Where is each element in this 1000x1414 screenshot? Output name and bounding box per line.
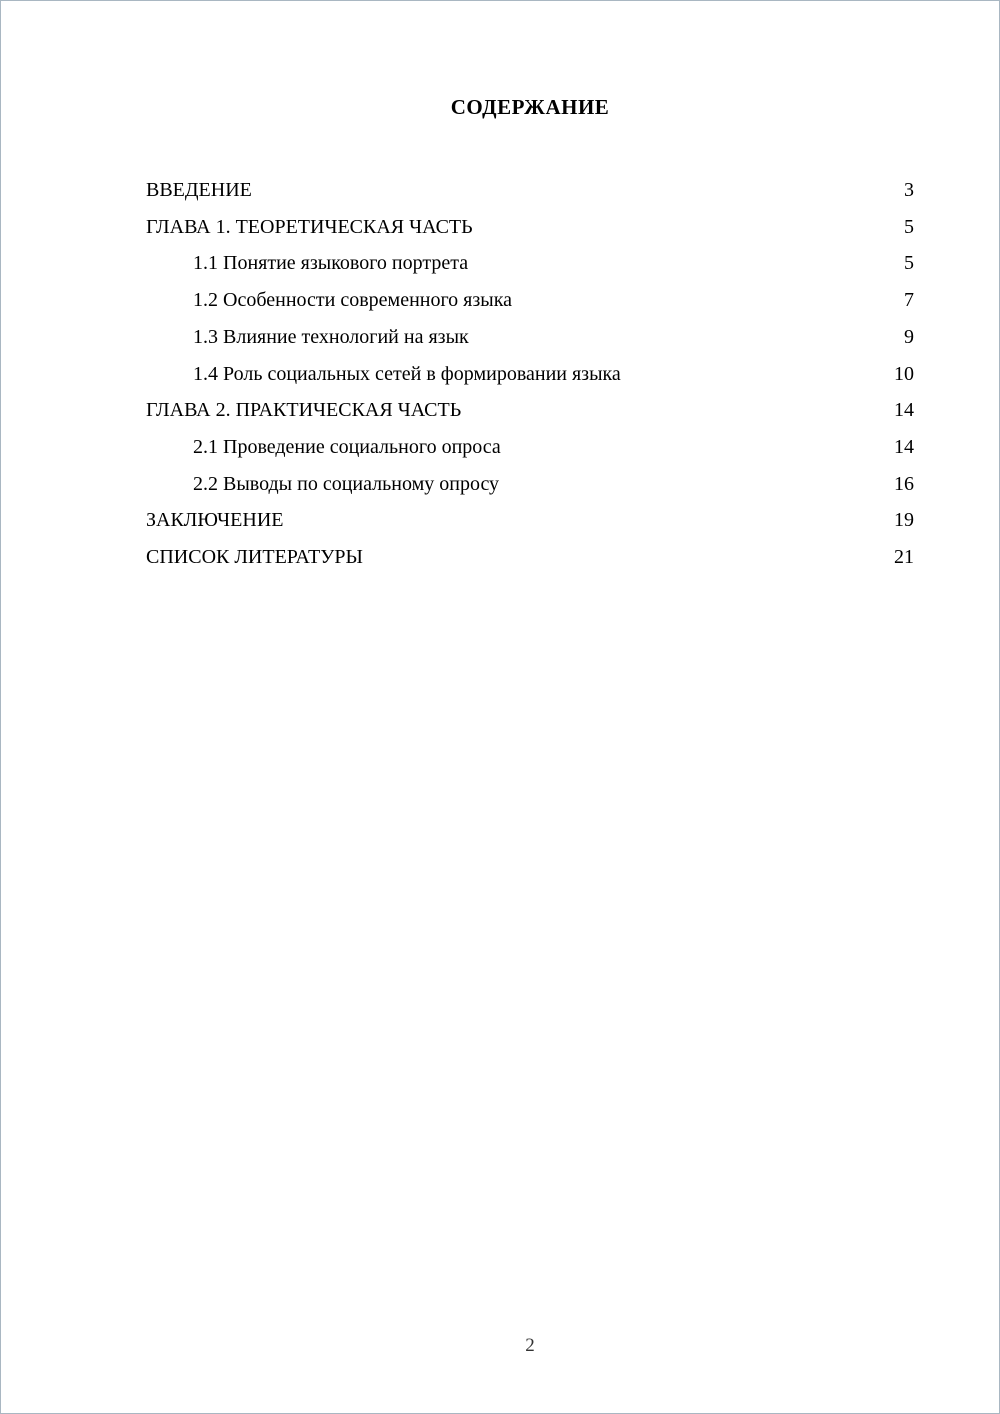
toc-entry <box>146 502 914 539</box>
toc-entry <box>146 282 914 319</box>
toc-entry-page: 3 <box>904 179 914 201</box>
toc-entry-page: 19 <box>894 509 914 532</box>
toc-entry <box>146 429 914 466</box>
toc-entry <box>146 172 914 209</box>
toc-entry-page: 14 <box>894 399 914 422</box>
toc-list <box>146 172 914 576</box>
toc-entry <box>146 245 914 282</box>
page-title: СОДЕРЖАНИЕ <box>450 95 610 119</box>
toc-entry-page: 10 <box>894 362 914 385</box>
toc-entry <box>146 466 914 503</box>
toc-entry-label: 1.1 Понятие языкового портрета <box>193 252 469 275</box>
toc-entry <box>146 392 914 429</box>
toc-entry-page: 7 <box>904 289 914 312</box>
toc-entry-label: 2.2 Выводы по социальному опросу <box>193 472 500 495</box>
page-number: 2 <box>525 1335 535 1356</box>
toc-entry-label: СПИСОК ЛИТЕРАТУРЫ <box>146 546 363 569</box>
toc-entry-label: ГЛАВА 2. ПРАКТИЧЕСКАЯ ЧАСТЬ <box>146 399 462 422</box>
toc-entry-label: 1.2 Особенности современного языка <box>193 289 513 312</box>
toc-entry-page: 21 <box>894 546 914 569</box>
toc-entry <box>146 209 914 246</box>
toc-entry <box>146 356 914 393</box>
toc-entry-page: 16 <box>894 472 914 495</box>
toc-entry-label: ВВЕДЕНИЕ <box>146 179 252 201</box>
toc-entry-page: 5 <box>904 252 914 275</box>
toc-entry-label: ЗАКЛЮЧЕНИЕ <box>146 509 284 532</box>
toc-entry <box>146 539 914 576</box>
toc-entry-label: 1.4 Роль социальных сетей в формировании языка <box>193 362 621 385</box>
toc-entry-page: 14 <box>894 435 914 458</box>
toc-entry-page: 9 <box>904 325 914 348</box>
toc-entry <box>146 319 914 356</box>
toc-entry-label: ГЛАВА 1. ТЕОРЕТИЧЕСКАЯ ЧАСТЬ <box>146 215 473 238</box>
toc-entry-page: 5 <box>904 215 914 238</box>
toc-entry-label: 1.3 Влияние технологий на язык <box>193 325 469 348</box>
toc-entry-label: 2.1 Проведение социального опроса <box>193 435 501 458</box>
